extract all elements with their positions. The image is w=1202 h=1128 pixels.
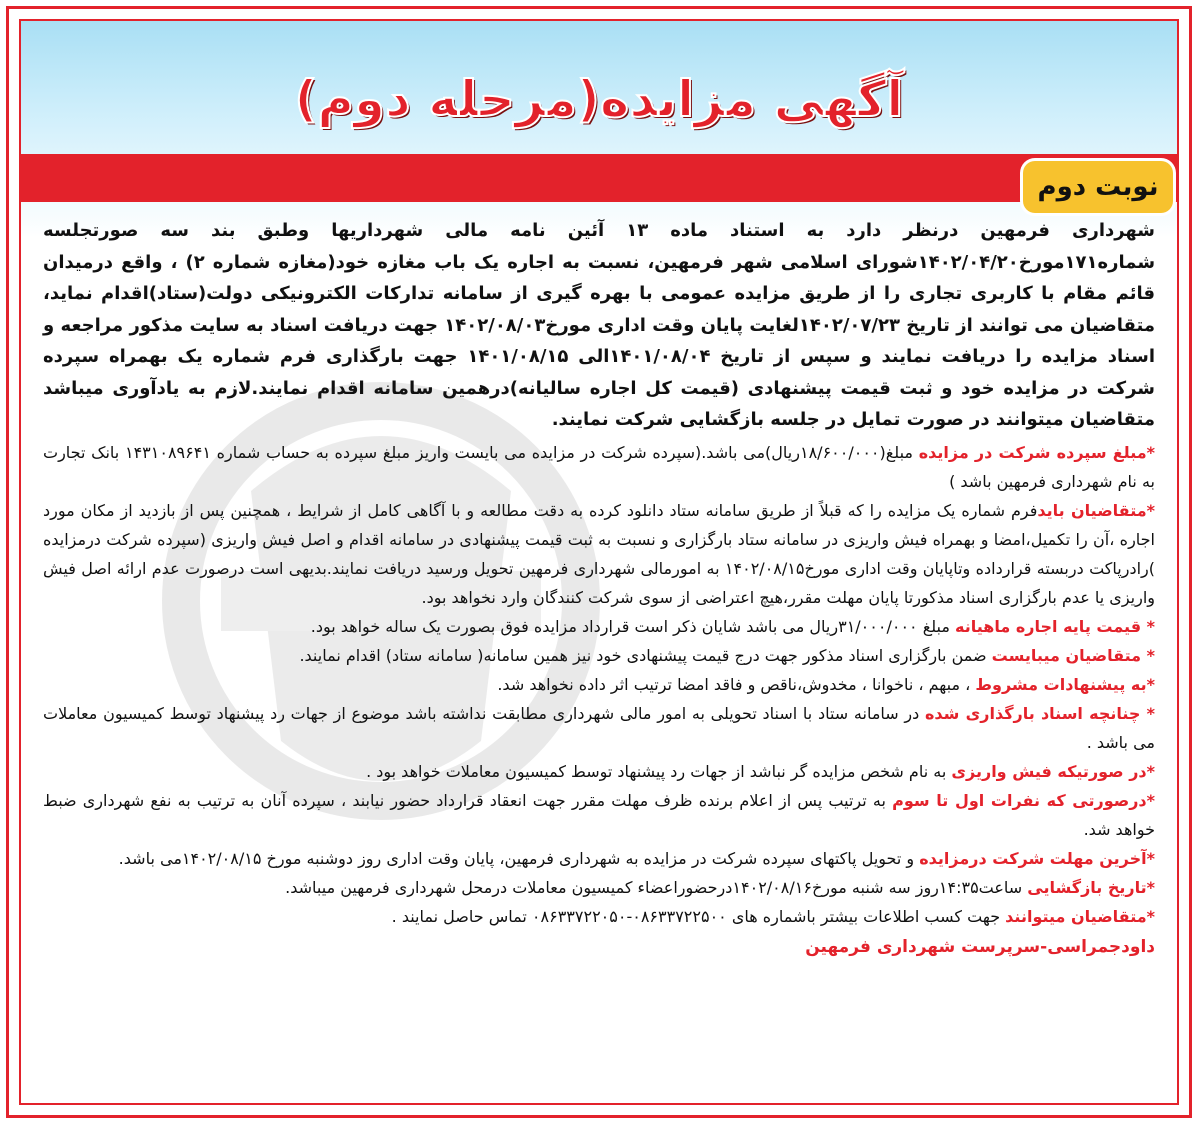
red-banner <box>21 154 1177 202</box>
condition-item <box>43 873 1155 902</box>
condition-key: *متقاضیان میتوانند <box>1005 906 1155 926</box>
condition-text: ساعت۱۴:۳۵روز سه شنبه مورخ۱۴۰۲/۰۸/۱۶درحضوراعضاء کمیسیون معاملات درمحل شهرداری فرمهین میباشد. <box>285 877 1028 897</box>
conditions-list <box>43 438 1155 931</box>
condition-key: *درصورتی که نفرات اول تا سوم <box>892 790 1155 810</box>
condition-item <box>43 902 1155 931</box>
condition-text: مبلغ ۳۱/۰۰۰/۰۰۰ریال می باشد شایان ذکر است قرارداد مزایده فوق بصورت یک ساله خواهد بود. <box>310 616 956 636</box>
round-badge: نوبت دوم <box>1023 161 1173 213</box>
condition-text: و تحویل پاکتهای سپرده شرکت در مزایده به شهرداری فرمهین، پایان وقت اداری روز دوشنبه مورخ ۱۴۰۲/۰۸/۱۵می باشد. <box>118 848 920 868</box>
notice-panel <box>19 19 1179 1105</box>
condition-text: ، مبهم ، ناخوانا ، مخدوش،ناقص و فاقد امضا ترتیب اثر داده نخواهد شد. <box>497 674 976 694</box>
signature: داودجمراسی-سرپرست شهرداری فرمهین <box>805 936 1155 957</box>
condition-item <box>43 670 1155 699</box>
condition-text: در سامانه ستاد با اسناد تحویلی به امور مالی شهرداری مطابقت نداشته باشد موضوع از جهات رد پیشنهاد توسط کمیسیون معاملات می باشد . <box>43 703 1155 752</box>
condition-text: مبلغ(۱۸/۶۰۰/۰۰۰ریال)می باشد.(سپرده شرکت در مزایده می بایست واریز مبلغ سپرده به حساب شماره ۱۴۳۱۰۸۹۶۴۱ بانک تجارت به نام شهرداری فرمهین باشد ) <box>43 442 1155 491</box>
condition-text: فرم شماره یک مزایده را که قبلاً از طریق سامانه ستاد دانلود کرده به دقت مطالعه و با آگاهی کامل از شرایط ، همچنین پس از بازدید از مکان مورد اجاره ،آن را تکمیل،امضا و بهمراه فیش واریزی در سامانه ستاد بارگزاری و نسبت به ثبت قیمت پیشنهادی در سامانه اقدام و اصل فیش واریزی (سپرده شرکت درمزایده )رادرپاکت دربسته قرارداده وتاپایان وقت اداری مورخ۱۴۰۲/۰۸/۱۵ به امورمالی شهرداری فرمهین تحویل ورسید دریافت نمایند.بدیهی است درصورت عدم ارائه اصل فیش واریزی یا عدم بارگزاری اسناد مذکورتا پایان مهلت مقرر،هیچ اعتراضی از سوی شرکت کنندگان وارد نخواهد بود. <box>43 500 1156 607</box>
condition-item <box>43 612 1155 641</box>
condition-key: *در صورتیکه فیش واریزی <box>951 761 1155 781</box>
condition-text: به ترتیب پس از اعلام برنده ظرف مهلت مقرر جهت انعقاد قرارداد حضور نیابند ، سپرده آنان به ترتیب به نفع شهرداری ضبط خواهد شد. <box>43 790 1155 839</box>
condition-item <box>43 844 1155 873</box>
condition-key: *متقاضیان باید <box>1037 500 1155 520</box>
condition-text: ضمن بارگزاری اسناد مذکور جهت درج قیمت پیشنهادی خود نیز همین سامانه( سامانه ستاد) اقدام نمایند. <box>299 645 992 665</box>
condition-key: * قیمت پایه اجاره ماهیانه <box>955 616 1155 636</box>
intro-paragraph: شهرداری فرمهین درنظر دارد به استناد ماده ۱۳ آئین نامه مالی شهرداریها وطبق بند سه صورتجلسه شماره۱۷۱مورخ۱۴۰۲/۰۴/۲۰شورای اسلامی شهر فرمهین، نسبت به اجاره یک باب مغازه خود(مغازه شماره ۲) ، واقع درمیدان قائم مقام با کاربری تجاری را از طریق مزایده عمومی با بهره گیری از سامانه تدارکات الکترونیکی دولت(ستاد)اقدام نماید، متقاضیان می توانند از تاریخ ۱۴۰۲/۰۷/۲۳لغایت پایان وقت اداری مورخ۱۴۰۲/۰۸/۰۳ جهت دریافت اسناد به سایت مذکور مراجعه و اسناد مزایده را دریافت نمایند و سپس از تاریخ ۱۴۰۱/۰۸/۰۴الی ۱۴۰۱/۰۸/۱۵ جهت بارگذاری فرم شماره یک بهمراه سپرده شرکت در مزایده خود و ثبت قیمت پیشنهادی (قیمت کل اجاره سالیانه)درهمین سامانه اقدام نمایند.لازم به یادآوری میباشد متقاضیان میتوانند در صورت تمایل در جلسه بازگشایی شرکت نمایند. <box>43 220 1156 430</box>
condition-key: *تاریخ بازگشایی <box>1027 877 1155 897</box>
condition-item <box>43 699 1155 757</box>
condition-key: * متقاضیان میبایست <box>991 645 1155 665</box>
condition-key: *مبلغ سپرده شرکت در مزایده <box>918 442 1156 462</box>
condition-text: جهت کسب اطلاعات بیشتر باشماره های ۰۸۶۳۳۷۲۲۵۰۰-۰۸۶۳۳۷۲۲۰۵۰ تماس حاصل نمایند . <box>391 906 1006 926</box>
condition-text: به نام شخص مزایده گر نباشد از جهات رد پیشنهاد توسط کمیسیون معاملات خواهد بود . <box>366 761 952 781</box>
notice-title: آگهی مزایده(مرحله دوم) <box>294 70 904 128</box>
condition-key: * چنانچه اسناد بارگذاری شده <box>924 703 1156 723</box>
condition-item <box>43 641 1155 670</box>
notice-frame <box>6 6 1192 1118</box>
notice-body <box>43 215 1155 962</box>
condition-item <box>43 757 1155 786</box>
condition-key: *به پیشنهادات مشروط <box>975 674 1155 694</box>
condition-key: *آخرین مهلت شرکت درمزایده <box>919 848 1155 868</box>
condition-item <box>43 786 1155 844</box>
condition-item <box>43 496 1155 612</box>
condition-item <box>43 438 1155 496</box>
